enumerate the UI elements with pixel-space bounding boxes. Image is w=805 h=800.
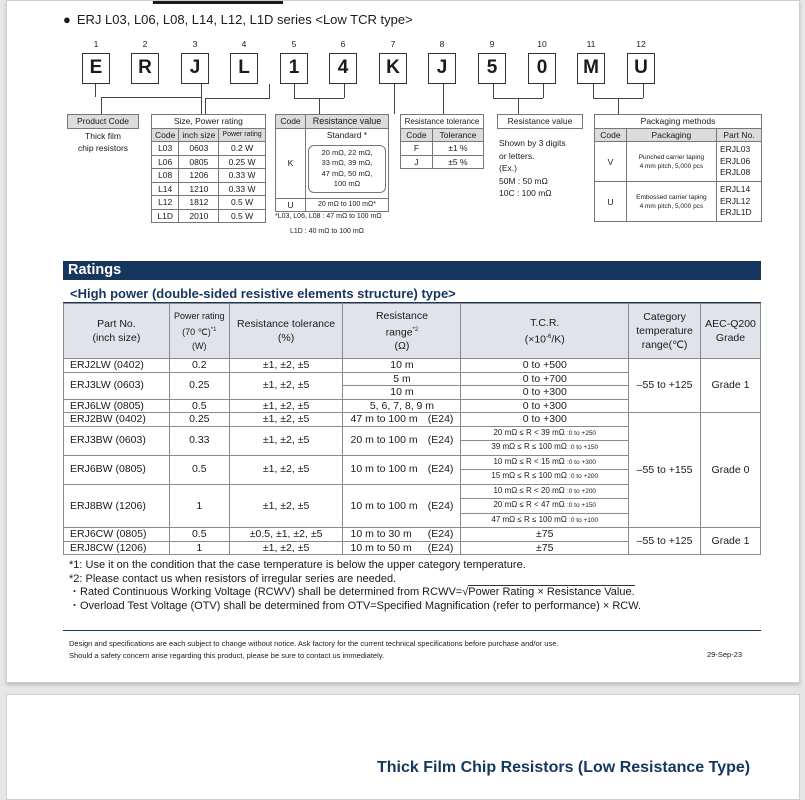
u-code: U	[276, 198, 306, 212]
position-number: 9	[489, 39, 495, 49]
part-number-box: 0	[528, 53, 556, 84]
position-number: 4	[241, 39, 247, 49]
ratings-table	[63, 303, 761, 555]
part-number-box: R	[131, 53, 159, 84]
resistance-note: L1D : 40 mΩ to 100 mΩ	[290, 228, 364, 235]
col-header: Part No.	[716, 128, 761, 142]
datasheet-page	[6, 0, 800, 683]
part-number-box: E	[82, 53, 110, 84]
position-number: 11	[586, 39, 596, 49]
product-code-line: chip resistors	[77, 143, 129, 154]
size-row: L14 1210 0.33 W	[152, 182, 266, 196]
table-row: 15 mΩ ≤ R ≤ 100 mΩ :0 to +200	[64, 470, 761, 485]
connector-line	[394, 84, 395, 114]
note: ・Overload Test Voltage (OTV) shall be determined from OTV=Specified Magnification (refer to performance) × RCW.	[69, 599, 642, 612]
part-number-box: U	[627, 53, 655, 84]
connector-line	[269, 84, 270, 98]
col-header: Code	[401, 128, 433, 142]
tolerance-table: Resistance tolerance Code Tolerance F ±1 % J ±5 %	[400, 114, 484, 169]
size-row: L08 1206 0.33 W	[152, 169, 266, 183]
footer-date: 29-Sep-23	[707, 650, 743, 659]
table-row: ERJ2LW (0402) 0.2 ±1, ±2, ±5 10 m 0 to +500 –55 to +125 Grade 1	[64, 359, 761, 373]
product-code-header: Product Code	[68, 115, 139, 129]
top-rule	[153, 1, 283, 4]
resistance-value-header: Resistance value	[498, 115, 583, 129]
position-number: 2	[142, 39, 148, 49]
table-row: 39 mΩ ≤ R ≤ 100 mΩ :0 to +150	[64, 441, 761, 456]
col-header: Tolerance	[432, 128, 483, 142]
connector-line	[205, 98, 270, 99]
resistance-value-table	[497, 114, 583, 129]
tolerance-header: Resistance tolerance	[401, 115, 484, 129]
series-title: ● ERJ L03, L06, L08, L14, L12, L1D series <Low TCR type>	[63, 12, 413, 27]
col-header: Power rating	[219, 128, 265, 142]
size-row: L06 0805 0.25 W	[152, 155, 266, 169]
ratings-heading: Ratings	[63, 261, 761, 280]
position-number: 6	[340, 39, 346, 49]
size-power-table	[151, 114, 266, 223]
col-header: Code	[152, 128, 179, 142]
table-row: 47 mΩ ≤ R ≤ 100 mΩ :0 to +100	[64, 513, 761, 528]
connector-line	[294, 84, 295, 98]
position-number: 1	[93, 39, 99, 49]
packaging-table: Packaging methods Code Packaging Part No. V Punched carrier taping 4 mm pitch, 5,000 pcs ERJL03 ERJL06 ERJL08 U Embossed carrier taping 4 mm pitch, 5,000 pcs ERJL14 ERJL12 ERJL1D	[594, 114, 762, 222]
table-row: ERJ8BW (1206) 1 ±1, ±2, ±5 10 m to 100 m (E24) 10 mΩ ≤ R < 20 mΩ :0 to +200	[64, 484, 761, 499]
connector-line	[493, 84, 494, 98]
table-row: 20 mΩ ≤ R < 47 mΩ :0 to +150	[64, 499, 761, 514]
table-row: ERJ6LW (0805) 0.5 ±1, ±2, ±5 5, 6, 7, 8, 9 m 0 to +300	[64, 399, 761, 413]
part-number-box: J	[181, 53, 209, 84]
header-range: Resistance range$^{*2}$ (Ω)	[343, 304, 461, 359]
col-header: inch size	[179, 128, 219, 142]
connector-line	[101, 97, 102, 114]
part-number-box: K	[379, 53, 407, 84]
size-power-header: Size, Power rating	[152, 115, 266, 129]
note: *2: Please contact us when resistors of irregular series are needed.	[69, 572, 397, 585]
connector-line	[205, 98, 206, 114]
part-number-box: 1	[280, 53, 308, 84]
part-number-box: J	[428, 53, 456, 84]
table-row: ERJ3BW (0603) 0.33 ±1, ±2, ±5 20 m to 100 m (E24) 20 mΩ ≤ R < 39 mΩ :0 to +250	[64, 426, 761, 441]
connector-line	[344, 84, 345, 98]
table-row: ERJ2BW (0402) 0.25 ±1, ±2, ±5 47 m to 100 m (E24) 0 to +300 –55 to +155 Grade 0	[64, 413, 761, 427]
standard-label: Standard	[326, 130, 362, 140]
u-value: 20 mΩ to 100 mΩ*	[306, 198, 389, 212]
position-number: 7	[390, 39, 396, 49]
table-row: 10 m 0 to +300	[64, 386, 761, 400]
resistance-code-table: Code Resistance value K Standard * 20 mΩ, 22 mΩ, 33 mΩ, 39 mΩ, 47 mΩ, 50 mΩ, 100 mΩ U 20 mΩ to 100 mΩ*	[275, 114, 389, 212]
part-number-box: L	[230, 53, 258, 84]
connector-line	[95, 84, 96, 97]
note: ・Rated Continuous Working Voltage (RCWV) shall be determined from RCWV=√Power Rating × Resistance Value.	[69, 586, 635, 598]
resistance-note: *L03, L06, L08 : 47 mΩ to 100 mΩ	[275, 213, 382, 220]
table-row: ERJ8CW (1206) 1 ±1, ±2, ±5 10 m to 50 m (E24) ±75	[64, 541, 761, 555]
col-header: Code	[595, 128, 627, 142]
ratings-subtitle: <High power (double-sided resistive elements structure) type>	[70, 286, 456, 301]
footer-rule	[63, 630, 761, 631]
notes	[69, 559, 641, 613]
size-row: L1D 2010 0.5 W	[152, 209, 266, 223]
page-title: Thick Film Chip Resistors (Low Resistance Type)	[377, 759, 751, 776]
resistance-value-desc: Shown by 3 digits or letters. (Ex.) 50M : 50 mΩ 10C : 100 mΩ	[499, 138, 566, 198]
part-number-box: M	[577, 53, 605, 84]
connector-line	[643, 84, 644, 98]
product-code-line: Thick film	[85, 131, 121, 141]
next-page	[6, 694, 800, 800]
connector-line	[618, 98, 619, 114]
header-part: Part No. (inch size)	[64, 304, 170, 359]
table-row: ERJ3LW (0603) 0.25 ±1, ±2, ±5 5 m 0 to +700	[64, 372, 761, 386]
product-code-table	[67, 114, 139, 155]
size-row: L12 1812 0.5 W	[152, 196, 266, 210]
header-aec: AEC-Q200 Grade	[701, 304, 761, 359]
note: *1: Use it on the condition that the case temperature is below the upper category temperature.	[69, 559, 526, 571]
position-number: 8	[439, 39, 445, 49]
size-row: L03 0603 0.2 W	[152, 142, 266, 156]
connector-line	[593, 84, 594, 98]
position-number: 10	[537, 39, 547, 49]
col-header: Code	[276, 115, 306, 129]
connector-line	[201, 84, 202, 114]
table-row: ERJ6BW (0805) 0.5 ±1, ±2, ±5 10 m to 100 m (E24) 10 mΩ ≤ R < 15 mΩ :0 to +300	[64, 455, 761, 470]
part-number-box: 5	[478, 53, 506, 84]
col-header: Resistance value	[306, 115, 389, 129]
footer-text: Design and specifications are each subject to change without notice. Ask factory for the current technical specifications before purchase and/or use. Should a safety concern arise regarding this product, please be sure to contact us immediately.	[69, 639, 559, 660]
connector-line	[518, 98, 519, 114]
header-category: Category temperature range(℃)	[629, 304, 701, 359]
position-number: 12	[636, 39, 646, 49]
header-tcr: T.C.R. $(\times 10^{-6}/K)$	[461, 304, 629, 359]
col-header: Packaging	[626, 128, 716, 142]
position-number: 3	[192, 39, 198, 49]
part-number-box: 4	[329, 53, 357, 84]
connector-line	[319, 98, 320, 114]
connector-line	[443, 84, 444, 114]
k-code: K	[276, 128, 306, 198]
table-row: ERJ6CW (0805) 0.5 ±0.5, ±1, ±2, ±5 10 m to 30 m (E24) ±75 –55 to +125 Grade 1	[64, 528, 761, 542]
position-number: 5	[291, 39, 297, 49]
packaging-header: Packaging methods	[595, 115, 762, 129]
connector-line	[101, 97, 201, 98]
header-power: Power rating (70 ℃)$^{*1}$ (W)	[169, 304, 229, 359]
header-tolerance: Resistance tolerance (%)	[229, 304, 343, 359]
connector-line	[543, 84, 544, 98]
